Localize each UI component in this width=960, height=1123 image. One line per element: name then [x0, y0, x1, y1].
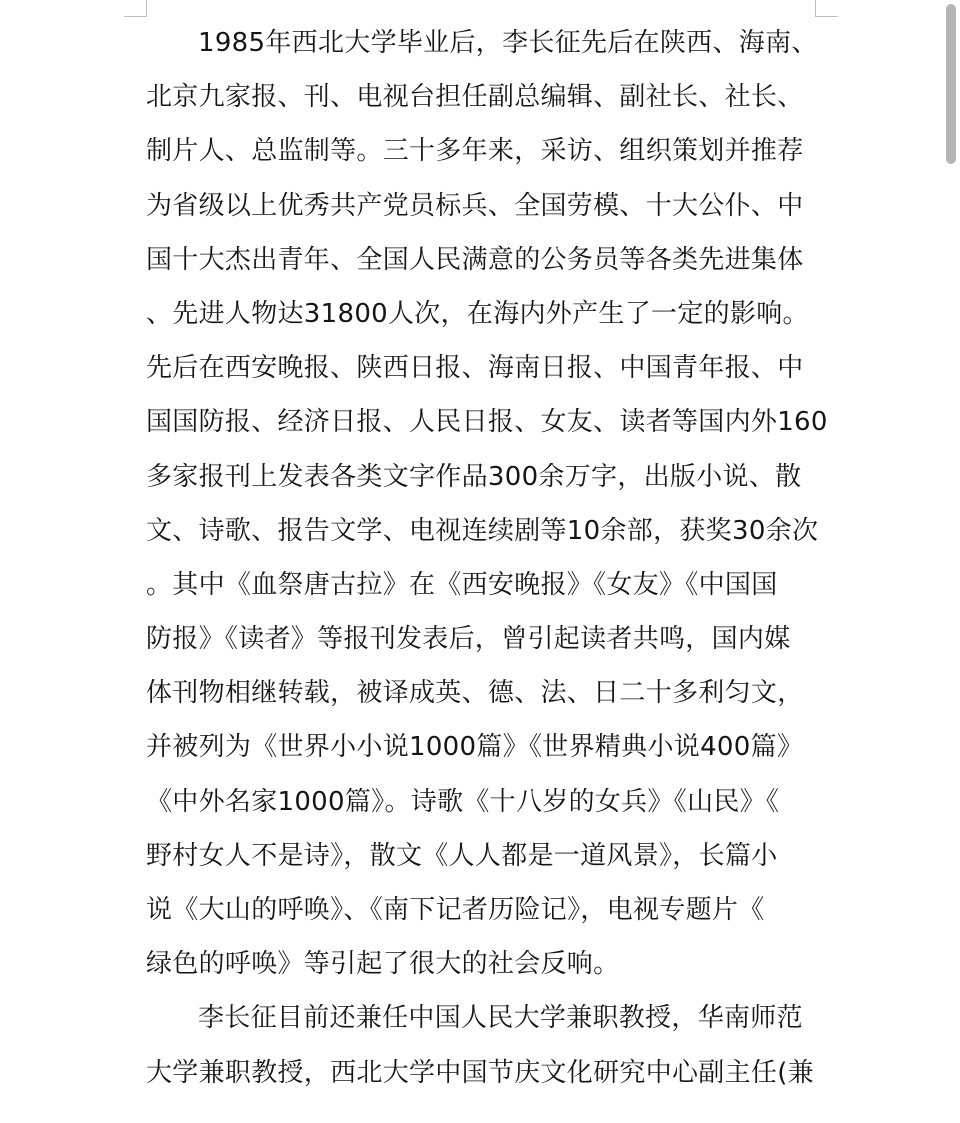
- text-line: 说《大山的呼唤》、《南下记者历险记》，电视专题片《: [146, 895, 765, 925]
- document-body: [146, 16, 828, 1100]
- text-line: 先后在西安晚报、陕西日报、海南日报、中国青年报、中: [146, 353, 804, 384]
- paragraph-1: [146, 16, 828, 991]
- text-line: 并被列为《世界小小说1000篇》《世界精典小说400篇》: [146, 732, 804, 763]
- text-line: 防报》《读者》等报刊发表后，曾引起读者共鸣，国内媒: [146, 624, 791, 655]
- page-corner-mark-left: [124, 0, 147, 17]
- text-line: 多家报刊上发表各类文字作品300余万字，出版小说、散: [146, 461, 802, 492]
- page-corner-mark-right: [815, 0, 838, 17]
- text-line: 。其中《血祭唐古拉》在《西安晚报》《女友》《中国国: [146, 569, 778, 600]
- text-line: 《中外名家1000篇》。诗歌《十八岁的女兵》《山民》《: [146, 786, 780, 817]
- vertical-scrollbar[interactable]: [934, 0, 960, 1123]
- text-line: 绿色的呼唤》等引起了很大的社会反响。: [146, 949, 620, 980]
- text-line: 文、诗歌、报告文学、电视连续剧等10余部，获奖30余次: [146, 515, 819, 546]
- text-line: 国国防报、经济日报、人民日报、女友、读者等国内外160: [146, 407, 828, 438]
- paragraph-2: [146, 991, 814, 1099]
- text-line: 制片人、总监制等。三十多年来，采访、组织策划并推荐: [146, 136, 804, 167]
- text-line: 国十大杰出青年、全国人民满意的公务员等各类先进集体: [146, 244, 804, 275]
- text-line: 、先进人物达31800人次，在海内外产生了一定的影响。: [146, 298, 809, 329]
- text-line: 1985年西北大学毕业后，李长征先后在陕西、海南、: [198, 28, 818, 58]
- scrollbar-thumb[interactable]: [946, 4, 956, 164]
- text-line: 野村女人不是诗》，散文《人人都是一道风景》，长篇小: [146, 840, 778, 871]
- text-line: 体刊物相继转载，被译成英、德、法、日二十多利匀文，: [146, 678, 804, 709]
- text-line: 大学兼职教授，西北大学中国节庆文化研究中心副主任(兼: [146, 1057, 814, 1088]
- text-line: 为省级以上优秀共产党员标兵、全国劳模、十大公仆、中: [146, 190, 804, 221]
- text-line: 北京九家报、刊、电视台担任副总编辑、副社长、社长、: [146, 82, 804, 113]
- text-line: 李长征目前还兼任中国人民大学兼职教授，华南师范: [198, 1003, 803, 1034]
